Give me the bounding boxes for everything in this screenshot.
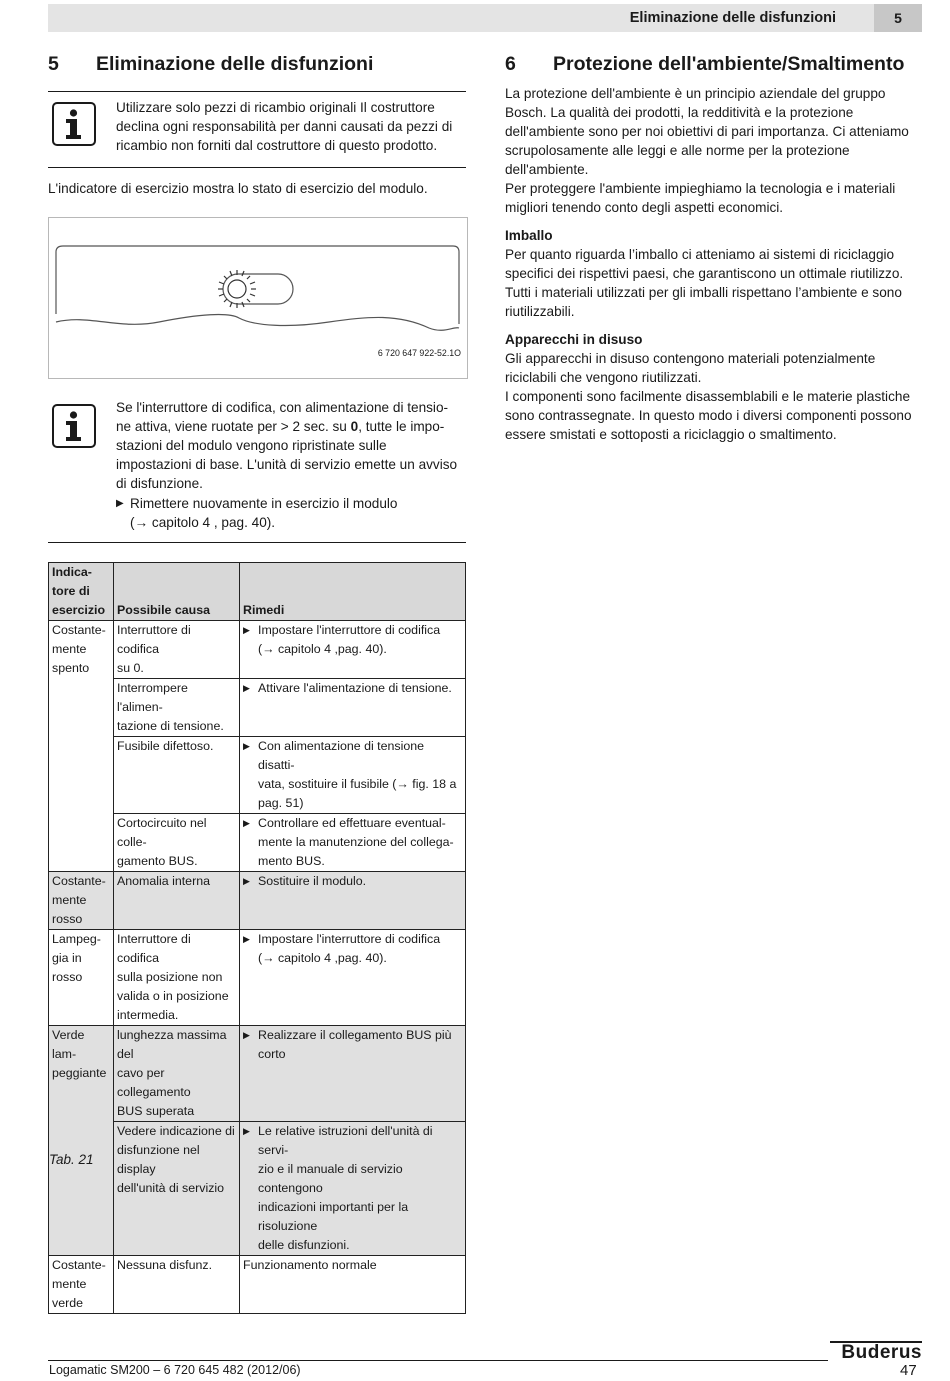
footer-doc-id: Logamatic SM200 – 6 720 645 482 (2012/06) [49, 1363, 301, 1377]
subheading-disused: Apparecchi in disuso [505, 332, 643, 347]
section-6-heading [505, 52, 904, 76]
remedy-text: Con alimentazione di tensione disatti- vata, sostituire il fusibile (→ fig. 18 a pag. 51) [258, 739, 457, 810]
remedy-text: Impostare l'interruttore di codifica (→ capitolo 4 ,pag. 40). [258, 932, 441, 965]
cell-indicator: Lampeg- gia in rosso [49, 930, 114, 1026]
cell-cause: Fusibile difettoso. [114, 737, 240, 814]
cell-cause: Interrompere l'alimen- tazione di tensione. [114, 679, 240, 737]
cell-cause: Anomalia interna [114, 872, 240, 930]
table-row [49, 621, 466, 679]
remedy-text: Realizzare il collegamento BUS più corto [258, 1028, 452, 1061]
section-5-heading [48, 52, 373, 76]
paragraph: Tutti i materiali utilizzati per gli imballi rispettano l’ambiente e sono riutilizzabili. [505, 285, 902, 319]
bullet-icon: ▶ [243, 876, 250, 886]
header-chapter-number: 5 [874, 4, 922, 32]
table-row [49, 1026, 466, 1122]
cell-remedy [240, 679, 466, 737]
chapter-reference[interactable]: (→ capitolo 4 , pag. 40). [130, 515, 276, 530]
paragraph: Per quanto riguarda l’imballo ci atteniamo ai sistemi di riciclaggio specifici dei rispettivi paesi, che garantiscono un ottimale riutilizzo. [505, 247, 904, 281]
figure-code: 6 720 647 922-52.1O [377, 348, 461, 358]
cell-remedy: Funzionamento normale [240, 1256, 466, 1314]
subheading-packaging: Imballo [505, 228, 553, 243]
cell-remedy [240, 814, 466, 872]
environment-text [505, 84, 925, 444]
table-caption: Tab. 21 [49, 1152, 94, 1167]
table-row [49, 1256, 466, 1314]
troubleshooting-table [48, 562, 466, 1314]
remedy-text: Sostituire il modulo. [258, 874, 367, 888]
bullet-icon: ▶ [243, 625, 250, 635]
bullet-icon: ▶ [243, 818, 250, 828]
bullet-icon: ▶ [243, 741, 250, 751]
page-number: 47 [900, 1362, 917, 1379]
cell-indicator: Costante- mente verde [49, 1256, 114, 1314]
divider [48, 91, 466, 92]
paragraph: Per proteggere l'ambiente impieghiamo la tecnologia e i materiali migliori tenendo conto degli aspetti economici. [505, 181, 896, 215]
bullet-icon: ▶ [243, 934, 250, 944]
bullet-icon: ▶ [243, 683, 250, 693]
bullet-icon: ▶ [243, 1030, 250, 1040]
cell-cause: Interruttore di codifica sulla posizione non valida o in posizione intermedia. [114, 930, 240, 1026]
running-header [48, 4, 922, 32]
remedy-text: Controllare ed effettuare eventual- mente la manutenzione del collega- mento BUS. [258, 816, 454, 868]
cell-indicator: Verde lam- peggiante [49, 1026, 114, 1256]
cell-indicator: Costante- mente spento [49, 621, 114, 872]
section-number: 6 [505, 53, 516, 75]
cell-cause: lunghezza massima del cavo per collegamento BUS superata [114, 1026, 240, 1122]
remedy-text: Impostare l'interruttore di codifica (→ capitolo 4 ,pag. 40). [258, 623, 441, 656]
buderus-logo: Buderus [830, 1341, 922, 1363]
paragraph: I componenti sono facilmente disassemblabili e le materie plastiche sono contrassegnate. In questo modo i diversi componenti possono essere smistati e sottoposti a riciclaggio o smaltimento. [505, 389, 912, 442]
action-step: Rimettere nuovamente in esercizio il modulo [130, 496, 398, 511]
cell-remedy [240, 1026, 466, 1122]
info-icon [52, 404, 96, 448]
col-header-indicator: Indica- tore di esercizio [49, 563, 114, 621]
footer-rule [48, 1360, 828, 1361]
remedy-text: Attivare l'alimentazione di tensione. [258, 681, 452, 695]
table-row [49, 930, 466, 1026]
cell-remedy [240, 621, 466, 679]
divider [48, 542, 466, 543]
cell-remedy [240, 737, 466, 814]
note-original-parts: Utilizzare solo pezzi di ricambio originali Il costruttore declina ogni responsabilità per danni causati da pezzi di ricambio non forniti dal costruttore di questo prodotto. [116, 100, 453, 153]
remedy-text: Le relative istruzioni dell'unità di servi- zio e il manuale di servizio contengono indicazioni importanti per la risoluzione delle disfunzioni. [258, 1124, 433, 1252]
cell-cause: Cortocircuito nel colle- gamento BUS. [114, 814, 240, 872]
cell-remedy [240, 930, 466, 1026]
table-row [49, 872, 466, 930]
cell-remedy [240, 1122, 466, 1256]
divider [48, 167, 466, 168]
module-indicator-figure [48, 217, 468, 379]
info-icon [52, 102, 96, 146]
bullet-icon: ▶ [243, 1126, 250, 1136]
note-coding-switch-reset: Se l'interruttore di codifica, con alimentazione di tensio- ne attiva, viene ruotate per > 2 sec. su 0, tutte le impo- stazioni del modulo vengono ripristinate sulle impostazioni di base. L'unità di servizio emette un avviso di disfunzione. ▶ Rimettere nuovamente in esercizio il modulo (→ capitolo 4 , pag. 40). [116, 398, 461, 532]
section-number: 5 [48, 53, 59, 75]
cell-remedy [240, 872, 466, 930]
paragraph: La protezione dell'ambiente è un principio aziendale del gruppo Bosch. La qualità dei prodotti, la redditività e la protezione dell'ambiente sono per noi obiettivi di pari importanza. Ci atteniamo scrupolosamente alle leggi e alle norme per la protezione dell'ambiente. [505, 86, 909, 177]
cell-indicator: Costante- mente rosso [49, 872, 114, 930]
intro-paragraph: L'indicatore di esercizio mostra lo stato di esercizio del modulo. [48, 181, 428, 196]
cell-cause: Vedere indicazione di disfunzione nel display dell'unità di servizio [114, 1122, 240, 1256]
cell-cause: Interruttore di codifica su 0. [114, 621, 240, 679]
cell-cause: Nessuna disfunz. [114, 1256, 240, 1314]
section-title: Eliminazione delle disfunzioni [96, 53, 374, 75]
header-title: Eliminazione delle disfunzioni [629, 10, 836, 26]
section-title: Protezione dell'ambiente/Smaltimento [553, 53, 905, 75]
paragraph: Gli apparecchi in disuso contengono materiali potenzialmente riciclabili che vengono riutilizzati. [505, 351, 876, 385]
col-header-remedy: Rimedi [240, 563, 466, 621]
col-header-cause: Possibile causa [114, 563, 240, 621]
